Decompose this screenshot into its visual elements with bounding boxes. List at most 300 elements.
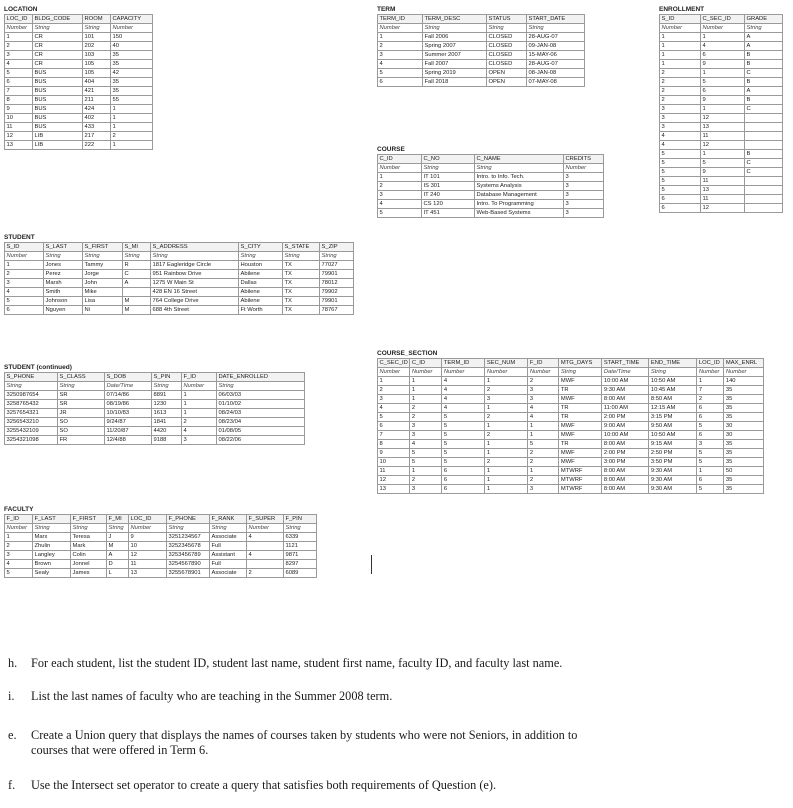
- table-cell: 35: [724, 485, 764, 494]
- table-cell: [745, 177, 783, 186]
- student-continued-table-block: [4, 364, 305, 445]
- table-cell: 2: [485, 413, 528, 422]
- table-cell: TX: [283, 270, 320, 279]
- table-cell: 3: [485, 395, 528, 404]
- table-cell: S_PIN: [152, 373, 182, 382]
- table-cell: [745, 123, 783, 132]
- table-cell: 12: [5, 132, 33, 141]
- table-cell: 5: [701, 159, 745, 168]
- question-label: e.: [8, 728, 17, 742]
- table-row: [660, 150, 783, 159]
- table-cell: [745, 132, 783, 141]
- table-cell: 1: [410, 467, 442, 476]
- table-cell: 35: [724, 413, 764, 422]
- table-cell: 30: [724, 431, 764, 440]
- table-cell: 4: [378, 404, 410, 413]
- table-cell: 2: [485, 431, 528, 440]
- table-cell: 79902: [320, 288, 354, 297]
- table-cell: CLOSED: [487, 51, 527, 60]
- table-row: [378, 476, 764, 485]
- table-cell: 30: [724, 422, 764, 431]
- table-cell: LOC_ID: [5, 15, 33, 24]
- table-title: COURSE: [377, 146, 405, 153]
- table-cell: JR: [58, 409, 105, 418]
- table-cell: 1: [485, 404, 528, 413]
- table-cell: 11: [378, 467, 410, 476]
- table-cell: 3: [378, 51, 423, 60]
- table-row: [5, 132, 153, 141]
- table-cell: S_MI: [123, 243, 151, 252]
- table-cell: 1: [182, 391, 217, 400]
- table-cell: 424: [83, 105, 111, 114]
- table-cell: 77027: [320, 261, 354, 270]
- location-table-block: [4, 6, 153, 150]
- table-row: [5, 306, 354, 315]
- table-cell: 1: [410, 395, 442, 404]
- table-cell: Jorge: [83, 270, 123, 279]
- table-cell: 140: [724, 377, 764, 386]
- table-row: [660, 105, 783, 114]
- table-cell: 40: [111, 42, 153, 51]
- table-cell: 1: [378, 33, 423, 42]
- table-cell: Fall 2007: [423, 60, 487, 69]
- table-cell: 402: [83, 114, 111, 123]
- table-cell: 06/03/03: [217, 391, 305, 400]
- table-cell: LIB: [33, 141, 83, 150]
- table-cell: 9:30 AM: [602, 386, 649, 395]
- table-cell: 105: [83, 69, 111, 78]
- table-cell: STATUS: [487, 15, 527, 24]
- table-cell: 5: [378, 413, 410, 422]
- table-cell: String: [151, 252, 239, 261]
- table-cell: C: [745, 159, 783, 168]
- table-cell: MWF: [559, 422, 602, 431]
- table-cell: John: [83, 279, 123, 288]
- question-label: f.: [8, 778, 16, 792]
- table-cell: FR: [58, 436, 105, 445]
- table-cell: [247, 560, 284, 569]
- table-cell: 9:15 AM: [649, 440, 697, 449]
- table-cell: Number: [378, 164, 422, 173]
- table-cell: 9:00 AM: [602, 422, 649, 431]
- table-cell: [123, 288, 151, 297]
- table-cell: Langley: [33, 551, 71, 560]
- table-row: [5, 105, 153, 114]
- table-cell: C_NAME: [475, 155, 564, 164]
- table-cell: 42: [111, 69, 153, 78]
- table-cell: 8:50 AM: [649, 395, 697, 404]
- table-row: [378, 440, 764, 449]
- table-cell: 3: [528, 485, 559, 494]
- table-cell: 1: [701, 105, 745, 114]
- table-cell: Colin: [71, 551, 107, 560]
- table-cell: 3: [410, 485, 442, 494]
- table-cell: LOC_ID: [129, 515, 167, 524]
- table-cell: A: [745, 33, 783, 42]
- table-cell: 2: [485, 386, 528, 395]
- table-type-row: [5, 382, 305, 391]
- table-cell: 07-MAY-08: [527, 78, 585, 87]
- table-cell: 1: [378, 377, 410, 386]
- table-cell: C: [745, 168, 783, 177]
- table-cell: MTG_DAYS: [559, 359, 602, 368]
- table-cell: 6: [697, 404, 724, 413]
- table-cell: 1: [660, 42, 701, 51]
- table-cell: 2: [5, 542, 33, 551]
- table-cell: 12:15 AM: [649, 404, 697, 413]
- table-cell: 3254321098: [5, 436, 58, 445]
- table-cell: IS 301: [422, 182, 475, 191]
- table-cell: Database Management: [475, 191, 564, 200]
- table-cell: 1: [485, 440, 528, 449]
- table-type-row: [5, 24, 153, 33]
- table-row: [5, 78, 153, 87]
- table-row: [660, 78, 783, 87]
- question-label: i.: [8, 689, 15, 703]
- table-cell: 01/10/02: [217, 400, 305, 409]
- table-cell: S_CLASS: [58, 373, 105, 382]
- table-cell: 1: [5, 533, 33, 542]
- table-cell: String: [487, 24, 527, 33]
- table-cell: Number: [5, 524, 33, 533]
- table-cell: Web-Based Systems: [475, 209, 564, 218]
- table-cell: 4: [5, 60, 33, 69]
- table-cell: C_ID: [410, 359, 442, 368]
- table-cell: 202: [83, 42, 111, 51]
- table-cell: Johnson: [44, 297, 83, 306]
- table-cell: Summer 2007: [423, 51, 487, 60]
- table-cell: 10:45 AM: [649, 386, 697, 395]
- table-cell: Smith: [44, 288, 83, 297]
- table-row: [378, 200, 604, 209]
- faculty-table-block: [4, 506, 317, 578]
- table-cell: String: [649, 368, 697, 377]
- table-cell: 12: [129, 551, 167, 560]
- table-header-row: [5, 373, 305, 382]
- table-cell: 5: [442, 449, 485, 458]
- table-cell: 4: [442, 386, 485, 395]
- table-row: [5, 33, 153, 42]
- table-cell: F_PIN: [284, 515, 317, 524]
- table-cell: CLOSED: [487, 42, 527, 51]
- table-cell: 2:00 PM: [602, 413, 649, 422]
- table-cell: 9: [701, 60, 745, 69]
- table-cell: 09-JAN-08: [527, 42, 585, 51]
- table-cell: C: [123, 270, 151, 279]
- table-cell: DATE_ENROLLED: [217, 373, 305, 382]
- table-row: [5, 60, 153, 69]
- table-cell: 5: [5, 69, 33, 78]
- table-cell: 13: [5, 141, 33, 150]
- table-cell: 6: [701, 51, 745, 60]
- question-text: Create a Union query that displays the names of courses taken by students who were not Seniors, in addition to: [31, 728, 578, 742]
- table-row: [5, 261, 354, 270]
- table-cell: 35: [724, 458, 764, 467]
- table-cell: CR: [33, 33, 83, 42]
- table-row: [378, 191, 604, 200]
- table-cell: 9:30 AM: [649, 476, 697, 485]
- table-cell: 8891: [152, 391, 182, 400]
- table-cell: 1: [5, 261, 44, 270]
- table-cell: 3: [660, 123, 701, 132]
- table-cell: 8:00 AM: [602, 440, 649, 449]
- table-cell: 3: [378, 191, 422, 200]
- table-cell: D: [107, 560, 129, 569]
- table-cell: Intro. to Info. Tech.: [475, 173, 564, 182]
- table-cell: 5: [697, 422, 724, 431]
- table-cell: 3: [528, 395, 559, 404]
- table-cell: F_SUPER: [247, 515, 284, 524]
- table-cell: START_TIME: [602, 359, 649, 368]
- table-row: [5, 551, 317, 560]
- table-row: [660, 195, 783, 204]
- table-cell: 5: [660, 186, 701, 195]
- table-cell: Number: [410, 368, 442, 377]
- table-cell: 3: [182, 436, 217, 445]
- table-cell: 404: [83, 78, 111, 87]
- table-row: [5, 569, 317, 578]
- table-cell: 2: [247, 569, 284, 578]
- table-cell: 2: [528, 449, 559, 458]
- table-cell: M: [107, 542, 129, 551]
- table-cell: END_TIME: [649, 359, 697, 368]
- table-cell: IT 101: [422, 173, 475, 182]
- table-cell: 1: [701, 33, 745, 42]
- table-cell: 28-AUG-07: [527, 33, 585, 42]
- table-cell: Mike: [83, 288, 123, 297]
- table-cell: 10:50 AM: [649, 377, 697, 386]
- table-cell: 1: [485, 476, 528, 485]
- table-cell: TX: [283, 297, 320, 306]
- table-row: [5, 560, 317, 569]
- table-cell: String: [71, 524, 107, 533]
- table-cell: 5: [660, 177, 701, 186]
- table-cell: 10:00 AM: [602, 377, 649, 386]
- table-row: [378, 209, 604, 218]
- table-cell: 12/4/88: [105, 436, 152, 445]
- table-cell: S_CITY: [239, 243, 283, 252]
- table-header-row: [378, 15, 585, 24]
- table-cell: F_FIRST: [71, 515, 107, 524]
- table-cell: 35: [724, 404, 764, 413]
- table-cell: 1: [701, 69, 745, 78]
- table-row: [660, 51, 783, 60]
- table-cell: TR: [559, 413, 602, 422]
- table-cell: SR: [58, 400, 105, 409]
- table-type-row: [378, 164, 604, 173]
- table-cell: 11: [5, 123, 33, 132]
- table-cell: [745, 186, 783, 195]
- table-cell: 50: [724, 467, 764, 476]
- table-row: [5, 297, 354, 306]
- table-cell: 79901: [320, 297, 354, 306]
- table-cell: 2: [697, 395, 724, 404]
- table-cell: [745, 114, 783, 123]
- table-cell: Number: [129, 524, 167, 533]
- table-row: [5, 42, 153, 51]
- table-cell: String: [107, 524, 129, 533]
- table-cell: 5: [660, 168, 701, 177]
- table-cell: TERM_ID: [442, 359, 485, 368]
- table-cell: BUS: [33, 69, 83, 78]
- table-cell: TX: [283, 261, 320, 270]
- table-cell: 3: [410, 422, 442, 431]
- table-cell: 8:00 AM: [602, 467, 649, 476]
- student-table: [4, 242, 354, 315]
- table-cell: M: [123, 297, 151, 306]
- table-cell: Associate: [210, 569, 247, 578]
- table-cell: [745, 195, 783, 204]
- table-cell: 1: [697, 377, 724, 386]
- table-cell: 3: [564, 182, 604, 191]
- table-cell: 217: [83, 132, 111, 141]
- table-row: [660, 114, 783, 123]
- table-cell: 6: [697, 413, 724, 422]
- table-cell: 3255432109: [5, 427, 58, 436]
- student-table-block: [4, 234, 354, 315]
- table-cell: 11:00 AM: [602, 404, 649, 413]
- table-cell: Abilene: [239, 270, 283, 279]
- table-cell: 5: [701, 78, 745, 87]
- table-cell: 3: [5, 279, 44, 288]
- table-cell: F_ID: [182, 373, 217, 382]
- table-cell: 1: [697, 467, 724, 476]
- table-cell: 2:00 PM: [602, 449, 649, 458]
- table-row: [378, 395, 764, 404]
- table-cell: Intro. To Programming: [475, 200, 564, 209]
- table-cell: F_ID: [5, 515, 33, 524]
- table-cell: Full: [210, 542, 247, 551]
- table-cell: String: [33, 24, 83, 33]
- table-cell: String: [123, 252, 151, 261]
- table-cell: 222: [83, 141, 111, 150]
- table-cell: Marx: [33, 533, 71, 542]
- table-cell: OPEN: [487, 78, 527, 87]
- table-cell: Jonnel: [71, 560, 107, 569]
- table-cell: MTWRF: [559, 467, 602, 476]
- table-cell: 2: [528, 458, 559, 467]
- table-cell: BUS: [33, 123, 83, 132]
- table-cell: 1: [182, 409, 217, 418]
- table-cell: Lisa: [83, 297, 123, 306]
- table-cell: 4: [660, 132, 701, 141]
- table-cell: 1: [5, 33, 33, 42]
- table-cell: 8: [5, 96, 33, 105]
- table-cell: 11: [701, 177, 745, 186]
- table-cell: 1: [528, 467, 559, 476]
- table-cell: 2: [660, 69, 701, 78]
- table-cell: S_STATE: [283, 243, 320, 252]
- table-row: [660, 69, 783, 78]
- table-cell: 6: [697, 431, 724, 440]
- table-row: [378, 69, 585, 78]
- table-cell: 1: [660, 51, 701, 60]
- table-cell: Number: [660, 24, 701, 33]
- question-text-continued: courses that were offered in Term 6.: [31, 743, 209, 757]
- table-cell: Number: [378, 24, 423, 33]
- table-title: ENROLLMENT: [659, 6, 705, 13]
- table-cell: 1: [660, 60, 701, 69]
- table-cell: 5: [5, 569, 33, 578]
- table-cell: 3254567890: [167, 560, 210, 569]
- table-cell: F_PHONE: [167, 515, 210, 524]
- table-cell: 6: [5, 78, 33, 87]
- table-cell: 1613: [152, 409, 182, 418]
- table-row: [5, 87, 153, 96]
- term-table-block: [377, 6, 585, 87]
- table-cell: 12: [701, 204, 745, 213]
- table-cell: 2: [660, 87, 701, 96]
- table-cell: 2: [111, 132, 153, 141]
- table-cell: 5: [442, 431, 485, 440]
- table-cell: 11: [701, 195, 745, 204]
- table-cell: 5: [660, 150, 701, 159]
- table-cell: 1: [485, 485, 528, 494]
- table-cell: 103: [83, 51, 111, 60]
- table-title: FACULTY: [4, 506, 34, 513]
- table-cell: TR: [559, 404, 602, 413]
- table-cell: 2: [410, 413, 442, 422]
- table-cell: 1: [485, 449, 528, 458]
- table-cell: 3251234567: [167, 533, 210, 542]
- table-cell: Number: [182, 382, 217, 391]
- table-cell: 421: [83, 87, 111, 96]
- table-cell: CREDITS: [564, 155, 604, 164]
- table-cell: Sealy: [33, 569, 71, 578]
- table-cell: 6: [5, 306, 44, 315]
- table-cell: IT 451: [422, 209, 475, 218]
- table-cell: 1: [111, 123, 153, 132]
- table-cell: 5: [410, 449, 442, 458]
- table-type-row: [5, 524, 317, 533]
- table-row: [5, 418, 305, 427]
- table-row: [378, 431, 764, 440]
- table-cell: B: [745, 78, 783, 87]
- table-row: [378, 78, 585, 87]
- table-cell: String: [44, 252, 83, 261]
- table-cell: 35: [724, 440, 764, 449]
- table-cell: 2: [378, 42, 423, 51]
- table-cell: BLDG_CODE: [33, 15, 83, 24]
- table-cell: TR: [559, 440, 602, 449]
- table-cell: MWF: [559, 431, 602, 440]
- table-cell: 9:30 AM: [649, 485, 697, 494]
- table-cell: 3: [564, 191, 604, 200]
- table-row: [5, 533, 317, 542]
- table-cell: LIB: [33, 132, 83, 141]
- table-cell: Perez: [44, 270, 83, 279]
- table-cell: 5: [410, 458, 442, 467]
- table-cell: Zhulin: [33, 542, 71, 551]
- table-row: [5, 96, 153, 105]
- table-cell: 10: [5, 114, 33, 123]
- table-cell: 78012: [320, 279, 354, 288]
- table-cell: Number: [247, 524, 284, 533]
- table-cell: S_ADDRESS: [151, 243, 239, 252]
- table-cell: 5: [378, 69, 423, 78]
- table-row: [378, 33, 585, 42]
- table-cell: 6339: [284, 533, 317, 542]
- table-cell: 5: [442, 458, 485, 467]
- table-title: STUDENT: [4, 234, 35, 241]
- table-cell: 28-AUG-07: [527, 60, 585, 69]
- table-cell: 2: [660, 96, 701, 105]
- table-cell: 9: [129, 533, 167, 542]
- table-cell: String: [83, 24, 111, 33]
- table-cell: 6: [660, 195, 701, 204]
- table-cell: 4: [182, 427, 217, 436]
- table-cell: 1: [528, 422, 559, 431]
